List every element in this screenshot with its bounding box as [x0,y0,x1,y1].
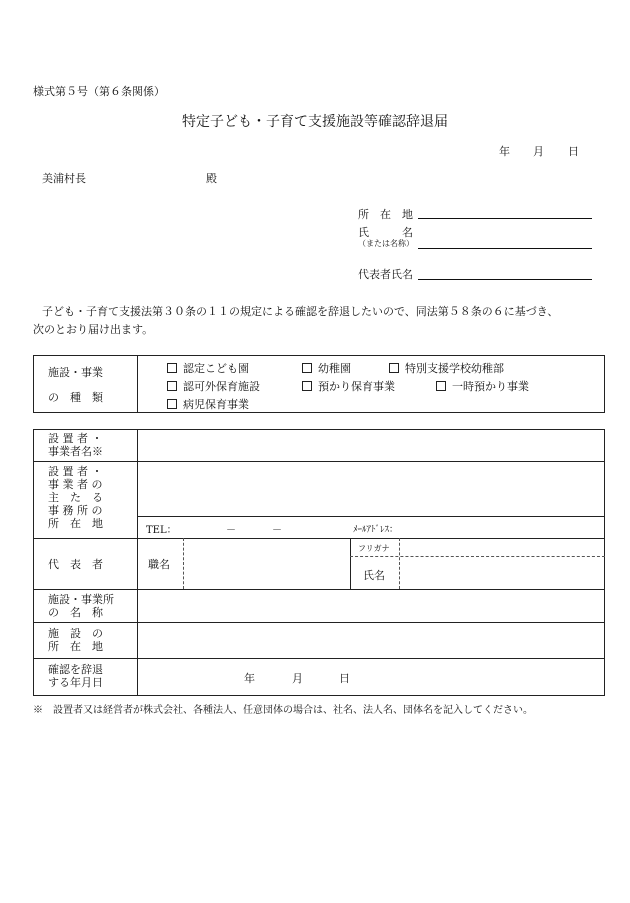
representative-name-input[interactable] [402,559,602,587]
option-ichiji-azukari[interactable]: 一時預かり事業 [436,378,529,394]
furigana-label: フリガナ [358,544,390,553]
addressee-honorific: 殿 [206,172,217,185]
option-nintei-kodomoen[interactable]: 認定こども園 [167,360,249,376]
addressee-name: 美浦村長 [42,172,86,185]
office-address-label: 設 置 者 ・ 事 業 者 の 主 た る 事 務 所 の 所 在 地 [48,465,103,530]
checkbox-icon[interactable] [302,363,312,373]
checkbox-icon[interactable] [167,363,177,373]
facility-type-label-1: 施設・事業 [48,366,103,379]
footnote: ※ 設置者又は経営者が株式会社、各種法人、任意団体の場合は、社名、法人名、団体名を記入してください。 [33,705,533,716]
form-number: 様式第５号（第６条関係） [33,85,165,98]
withdraw-date-year: 年 [244,672,255,685]
representative-name-label: 代表者氏名 [358,268,413,281]
tel-field[interactable] [180,518,350,536]
option-tokubetsu-shien[interactable]: 特別支援学校幼稚部 [389,360,504,376]
email-field[interactable] [412,518,602,536]
table-row-line [33,589,605,590]
table-row-line [137,516,605,517]
facility-type-divider [137,355,138,413]
table-row-line [33,538,605,539]
facility-type-label-2: の 種 類 [48,391,103,404]
option-yochien[interactable]: 幼稚園 [302,360,351,376]
facility-name-field[interactable] [139,591,603,620]
representative-name-label: 氏名 [363,569,385,582]
founder-name-label: 設 置 者 ・ 事業者名※ [48,432,103,458]
dashed-divider [183,538,184,589]
withdraw-date-label: 確認を辞退 する年月日 [48,663,103,689]
applicant-address-field[interactable] [418,218,592,219]
tel-label: TEL： [146,525,177,536]
dashed-divider [399,538,400,589]
checkbox-icon[interactable] [167,399,177,409]
table-row-line [33,461,605,462]
applicant-name-sub-label: （または名称） [358,239,414,248]
tel-separator-1: － [226,525,236,536]
facility-name-label: 施設・事業所 の 名 称 [48,593,114,619]
date-year: 年 [499,145,510,158]
representative-title-field[interactable] [186,541,348,587]
body-text-line1: 子ども・子育て支援法第３０条の１１の規定による確認を辞退したいので、同法第５８条の６に基づき、 [42,305,559,318]
representative-name-field[interactable] [418,279,592,280]
representative-label: 代 表 者 [48,558,103,571]
applicant-address-label: 所 在 地 [358,208,413,221]
facility-address-label: 施 設 の 所 在 地 [48,627,103,653]
founder-name-field[interactable] [139,431,603,460]
tel-separator-2: － [272,525,282,536]
withdraw-date-day: 日 [339,672,350,685]
facility-address-field[interactable] [139,624,603,656]
table-label-divider [137,429,138,696]
checkbox-icon[interactable] [389,363,399,373]
withdraw-date-field[interactable] [139,660,603,694]
option-byoji-hoiku[interactable]: 病児保育事業 [167,396,249,412]
checkbox-icon[interactable] [436,381,446,391]
checkbox-icon[interactable] [302,381,312,391]
table-row-line [33,622,605,623]
option-ninkagai-hoiku[interactable]: 認可外保育施設 [167,378,260,394]
body-text-line2: 次のとおり届け出ます。 [33,323,154,336]
withdraw-date-month: 月 [292,672,303,685]
office-address-field[interactable] [139,463,603,514]
email-label: ﾒｰﾙｱﾄﾞﾚｽ： [353,525,399,535]
furigana-field[interactable] [402,540,602,554]
applicant-name-label: 氏 名 [358,226,413,239]
representative-title-label: 職名 [148,558,170,571]
table-row-line [33,658,605,659]
date-day: 日 [568,145,579,158]
page-title: 特定子ども・子育て支援施設等確認辞退届 [182,114,448,130]
option-azukari-hoiku[interactable]: 預かり保育事業 [302,378,395,394]
applicant-name-field[interactable] [418,248,592,249]
checkbox-icon[interactable] [167,381,177,391]
representative-divider [350,538,351,589]
dashed-divider [350,556,605,557]
date-month: 月 [533,145,544,158]
